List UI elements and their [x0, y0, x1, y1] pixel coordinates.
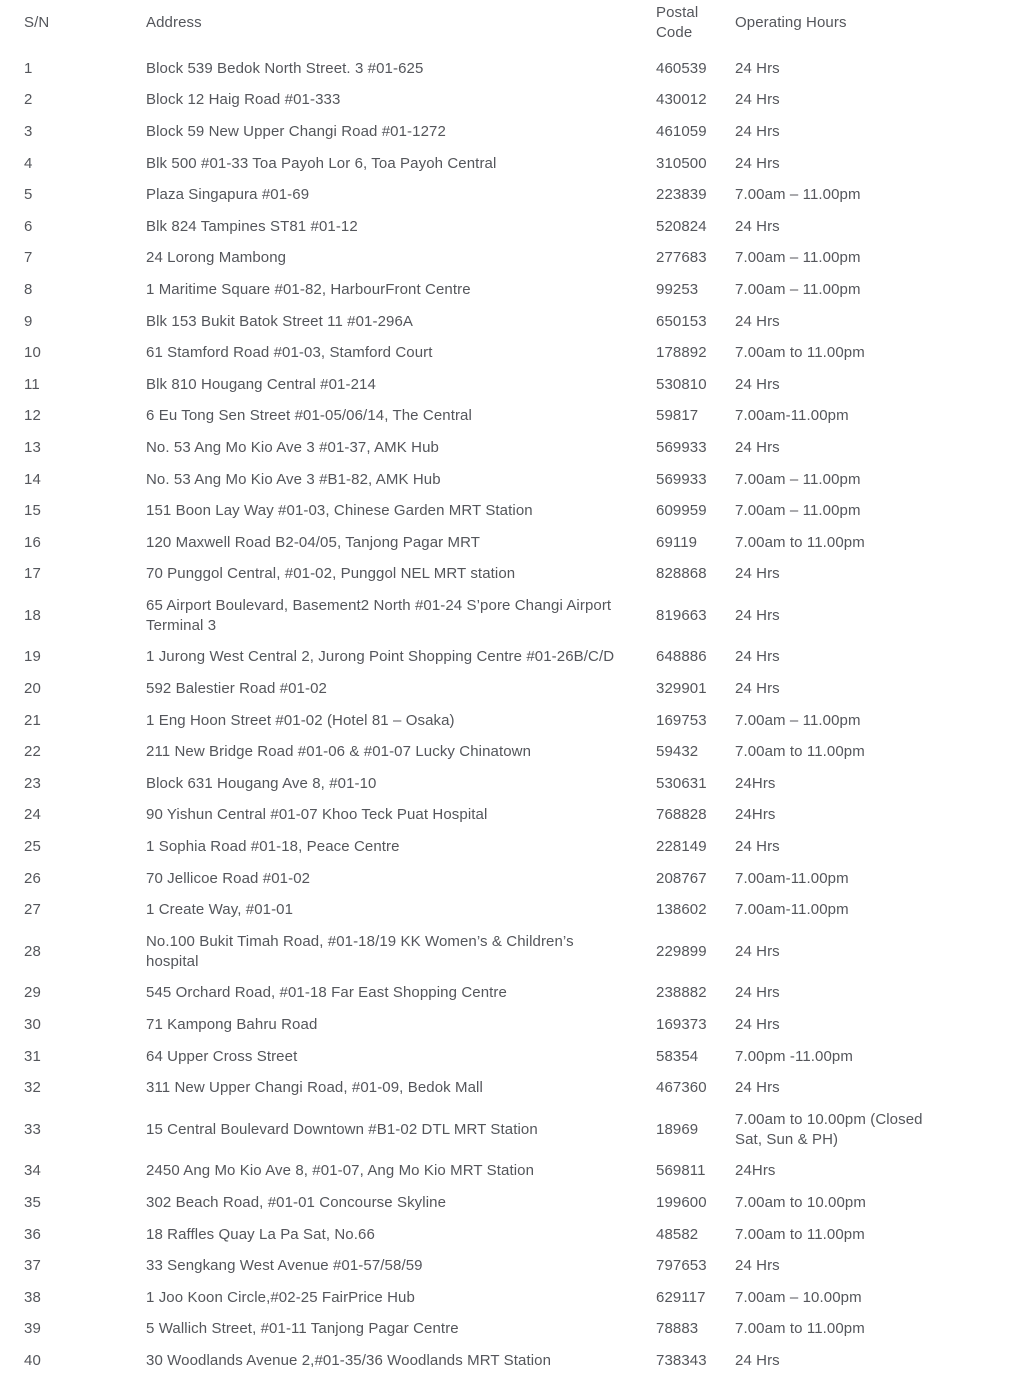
- address-cell: Plaza Singapura #01-69: [146, 186, 310, 204]
- postal-cell: 78883: [656, 1320, 699, 1338]
- postal-cell: 569811: [656, 1162, 706, 1180]
- postal-cell: 169373: [656, 1016, 707, 1034]
- address-cell: 70 Punggol Central, #01-02, Punggol NEL MRT station: [146, 565, 516, 583]
- postal-cell: 530631: [656, 774, 707, 792]
- postal-cell: 48582: [656, 1225, 699, 1243]
- sn-cell: 14: [24, 470, 41, 488]
- column-header-operating-hours: Operating Hours: [735, 14, 847, 31]
- postal-cell: 430012: [656, 91, 707, 109]
- sn-cell: 31: [24, 1047, 41, 1065]
- sn-cell: 32: [24, 1079, 41, 1097]
- postal-cell: 169753: [656, 711, 707, 729]
- hours-cell: 7.00am to 10.00pm (Closed Sat, Sun & PH): [735, 1110, 923, 1148]
- table-row: [0, 1345, 1024, 1377]
- address-cell: 151 Boon Lay Way #01-03, Chinese Garden MRT Station: [146, 502, 533, 520]
- address-cell: 120 Maxwell Road B2-04/05, Tanjong Pagar MRT: [146, 533, 481, 551]
- table-row: [0, 894, 1024, 926]
- table-row: [0, 926, 1024, 978]
- address-cell: 5 Wallich Street, #01-11 Tanjong Pagar Centre: [146, 1320, 459, 1338]
- hours-cell: 7.00am-11.00pm: [735, 869, 849, 887]
- postal-cell: 138602: [656, 901, 707, 919]
- hours-cell: 7.00am – 11.00pm: [735, 249, 861, 267]
- sn-cell: 21: [24, 711, 41, 729]
- column-header-postal-code: Postal Code: [656, 4, 699, 41]
- locations-table-header: [0, 0, 1024, 53]
- hours-cell: 7.00am to 11.00pm: [735, 533, 865, 551]
- table-row: [0, 369, 1024, 401]
- postal-cell: 59432: [656, 743, 699, 761]
- postal-cell: 18969: [656, 1120, 699, 1138]
- address-cell: Block 631 Hougang Ave 8, #01-10: [146, 774, 377, 792]
- table-row: [0, 179, 1024, 211]
- address-cell: No.100 Bukit Timah Road, #01-18/19 KK Women’s & Children’s hospital: [146, 932, 574, 970]
- address-cell: 1 Sophia Road #01-18, Peace Centre: [146, 838, 400, 856]
- address-cell: 64 Upper Cross Street: [146, 1047, 298, 1065]
- address-cell: 1 Joo Koon Circle,#02-25 FairPrice Hub: [146, 1288, 415, 1306]
- table-row: [0, 243, 1024, 275]
- hours-cell: 24 Hrs: [735, 838, 780, 856]
- table-row: [0, 274, 1024, 306]
- postal-cell: 277683: [656, 249, 707, 267]
- table-row: [0, 590, 1024, 642]
- sn-cell: 26: [24, 869, 41, 887]
- table-row: [0, 495, 1024, 527]
- sn-cell: 5: [24, 186, 33, 204]
- sn-cell: 12: [24, 407, 41, 425]
- postal-cell: 460539: [656, 59, 707, 77]
- postal-cell: 530810: [656, 375, 707, 393]
- sn-cell: 23: [24, 774, 41, 792]
- postal-cell: 229899: [656, 942, 707, 960]
- hours-cell: 24 Hrs: [735, 942, 780, 960]
- hours-cell: 24 Hrs: [735, 217, 780, 235]
- column-header-address: Address: [146, 14, 202, 31]
- postal-cell: 99253: [656, 280, 699, 298]
- table-row: [0, 1009, 1024, 1041]
- address-cell: 592 Balestier Road #01-02: [146, 680, 327, 698]
- sn-cell: 2: [24, 91, 33, 109]
- sn-cell: 28: [24, 942, 41, 960]
- address-cell: 211 New Bridge Road #01-06 & #01-07 Lucky Chinatown: [146, 743, 532, 761]
- postal-cell: 768828: [656, 806, 707, 824]
- postal-cell: 520824: [656, 217, 707, 235]
- address-cell: 33 Sengkang West Avenue #01-57/58/59: [146, 1257, 423, 1275]
- address-cell: 24 Lorong Mambong: [146, 249, 287, 267]
- sn-cell: 10: [24, 344, 41, 362]
- address-cell: 311 New Upper Changi Road, #01-09, Bedok Mall: [146, 1079, 483, 1097]
- column-header-sn: S/N: [24, 14, 50, 31]
- address-cell: 71 Kampong Bahru Road: [146, 1016, 318, 1034]
- table-row: [0, 148, 1024, 180]
- sn-cell: 33: [24, 1120, 41, 1138]
- sn-cell: 20: [24, 680, 41, 698]
- table-row: [0, 1250, 1024, 1282]
- table-row: [0, 306, 1024, 338]
- hours-cell: 24 Hrs: [735, 680, 780, 698]
- sn-cell: 35: [24, 1193, 41, 1211]
- hours-cell: 24 Hrs: [735, 1257, 780, 1275]
- sn-cell: 11: [24, 375, 40, 393]
- sn-cell: 9: [24, 312, 33, 330]
- address-cell: 2450 Ang Mo Kio Ave 8, #01-07, Ang Mo Kio MRT Station: [146, 1162, 535, 1180]
- sn-cell: 17: [24, 565, 41, 583]
- hours-cell: 24Hrs: [735, 774, 776, 792]
- hours-cell: 24 Hrs: [735, 565, 780, 583]
- hours-cell: 24 Hrs: [735, 122, 780, 140]
- postal-cell: 569933: [656, 470, 707, 488]
- table-row: [0, 432, 1024, 464]
- postal-cell: 58354: [656, 1047, 699, 1065]
- postal-cell: 819663: [656, 606, 707, 624]
- hours-cell: 24Hrs: [735, 1162, 776, 1180]
- table-row: [0, 1187, 1024, 1219]
- hours-cell: 7.00am – 11.00pm: [735, 470, 861, 488]
- address-cell: Block 539 Bedok North Street. 3 #01-625: [146, 59, 424, 77]
- postal-cell: 228149: [656, 838, 707, 856]
- postal-cell: 629117: [656, 1288, 706, 1306]
- header-row: [0, 0, 1024, 53]
- table-row: [0, 673, 1024, 705]
- sn-cell: 30: [24, 1016, 41, 1034]
- address-cell: No. 53 Ang Mo Kio Ave 3 #01-37, AMK Hub: [146, 438, 439, 456]
- sn-cell: 40: [24, 1351, 41, 1369]
- sn-cell: 3: [24, 122, 33, 140]
- table-row: [0, 1041, 1024, 1073]
- sn-cell: 4: [24, 154, 33, 172]
- hours-cell: 24 Hrs: [735, 606, 780, 624]
- postal-cell: 650153: [656, 312, 707, 330]
- sn-cell: 24: [24, 806, 41, 824]
- sn-cell: 38: [24, 1288, 41, 1306]
- sn-cell: 22: [24, 743, 41, 761]
- address-cell: 18 Raffles Quay La Pa Sat, No.66: [146, 1225, 375, 1243]
- hours-cell: 24 Hrs: [735, 1351, 780, 1369]
- address-cell: 545 Orchard Road, #01-18 Far East Shopping Centre: [146, 984, 507, 1002]
- postal-cell: 329901: [656, 680, 707, 698]
- table-row: [0, 642, 1024, 674]
- postal-cell: 738343: [656, 1351, 707, 1369]
- address-cell: 70 Jellicoe Road #01-02: [146, 869, 311, 887]
- hours-cell: 7.00am-11.00pm: [735, 901, 849, 919]
- address-cell: 1 Jurong West Central 2, Jurong Point Shopping Centre #01-26B/C/D: [146, 648, 615, 666]
- hours-cell: 7.00am-11.00pm: [735, 407, 849, 425]
- postal-cell: 609959: [656, 502, 707, 520]
- hours-cell: 7.00am – 11.00pm: [735, 186, 861, 204]
- address-cell: Blk 153 Bukit Batok Street 11 #01-296A: [146, 312, 414, 330]
- postal-cell: 69119: [656, 533, 698, 551]
- hours-cell: 24 Hrs: [735, 1079, 780, 1097]
- address-cell: 15 Central Boulevard Downtown #B1-02 DTL MRT Station: [146, 1120, 538, 1138]
- postal-cell: 797653: [656, 1257, 707, 1275]
- address-cell: Block 59 New Upper Changi Road #01-1272: [146, 122, 446, 140]
- address-cell: Blk 500 #01-33 Toa Payoh Lor 6, Toa Payoh Central: [146, 154, 497, 172]
- address-cell: 302 Beach Road, #01-01 Concourse Skyline: [146, 1193, 447, 1211]
- sn-cell: 1: [24, 59, 33, 77]
- table-row: [0, 1219, 1024, 1251]
- hours-cell: 7.00am to 11.00pm: [735, 344, 865, 362]
- table-row: [0, 1156, 1024, 1188]
- postal-cell: 208767: [656, 869, 707, 887]
- address-cell: 1 Maritime Square #01-82, HarbourFront Centre: [146, 280, 471, 298]
- table-row: [0, 736, 1024, 768]
- postal-cell: 199600: [656, 1193, 707, 1211]
- postal-cell: 648886: [656, 648, 707, 666]
- hours-cell: 7.00am to 11.00pm: [735, 1320, 865, 1338]
- hours-cell: 7.00am – 10.00pm: [735, 1288, 862, 1306]
- table-row: [0, 831, 1024, 863]
- sn-cell: 25: [24, 838, 41, 856]
- hours-cell: 24 Hrs: [735, 648, 780, 666]
- hours-cell: 24 Hrs: [735, 91, 780, 109]
- hours-cell: 7.00am – 11.00pm: [735, 711, 861, 729]
- postal-cell: 59817: [656, 407, 699, 425]
- locations-table-body: [0, 53, 1024, 1377]
- postal-cell: 461059: [656, 122, 707, 140]
- hours-cell: 24 Hrs: [735, 154, 780, 172]
- sn-cell: 36: [24, 1225, 41, 1243]
- address-cell: 90 Yishun Central #01-07 Khoo Teck Puat Hospital: [146, 806, 488, 824]
- hours-cell: 7.00am – 11.00pm: [735, 280, 861, 298]
- hours-cell: 24 Hrs: [735, 438, 780, 456]
- hours-cell: 24 Hrs: [735, 984, 780, 1002]
- sn-cell: 39: [24, 1320, 41, 1338]
- address-cell: 61 Stamford Road #01-03, Stamford Court: [146, 344, 433, 362]
- table-row: [0, 768, 1024, 800]
- sn-cell: 13: [24, 438, 41, 456]
- table-row: [0, 527, 1024, 559]
- postal-cell: 238882: [656, 984, 707, 1002]
- hours-cell: 7.00pm -11.00pm: [735, 1047, 853, 1065]
- address-cell: 1 Create Way, #01-01: [146, 901, 294, 919]
- sn-cell: 37: [24, 1257, 41, 1275]
- table-row: [0, 1072, 1024, 1104]
- table-row: [0, 85, 1024, 117]
- table-row: [0, 559, 1024, 591]
- postal-cell: 223839: [656, 186, 707, 204]
- table-row: [0, 800, 1024, 832]
- table-row: [0, 705, 1024, 737]
- postal-cell: 178892: [656, 344, 707, 362]
- table-row: [0, 401, 1024, 433]
- table-row: [0, 53, 1024, 85]
- hours-cell: 7.00am to 10.00pm: [735, 1193, 866, 1211]
- address-cell: 65 Airport Boulevard, Basement2 North #01-24 S’pore Changi Airport Terminal 3: [146, 596, 612, 634]
- sn-cell: 19: [24, 648, 41, 666]
- hours-cell: 7.00am to 11.00pm: [735, 1225, 865, 1243]
- postal-cell: 310500: [656, 154, 707, 172]
- address-cell: 1 Eng Hoon Street #01-02 (Hotel 81 – Osaka): [146, 711, 455, 729]
- hours-cell: 7.00am to 11.00pm: [735, 743, 865, 761]
- address-cell: 6 Eu Tong Sen Street #01-05/06/14, The Central: [146, 407, 472, 425]
- table-row: [0, 464, 1024, 496]
- address-cell: 30 Woodlands Avenue 2,#01-35/36 Woodlands MRT Station: [146, 1351, 552, 1369]
- hours-cell: 24 Hrs: [735, 1016, 780, 1034]
- table-row: [0, 863, 1024, 895]
- postal-cell: 828868: [656, 565, 707, 583]
- table-row: [0, 1282, 1024, 1314]
- hours-cell: 7.00am – 11.00pm: [735, 502, 861, 520]
- hours-cell: 24 Hrs: [735, 375, 780, 393]
- table-row: [0, 116, 1024, 148]
- address-cell: Block 12 Haig Road #01-333: [146, 91, 341, 109]
- table-row: [0, 337, 1024, 369]
- sn-cell: 8: [24, 280, 33, 298]
- hours-cell: 24Hrs: [735, 806, 776, 824]
- table-row: [0, 1314, 1024, 1346]
- hours-cell: 24 Hrs: [735, 312, 780, 330]
- table-row: [0, 1104, 1024, 1156]
- sn-cell: 27: [24, 901, 41, 919]
- address-cell: No. 53 Ang Mo Kio Ave 3 #B1-82, AMK Hub: [146, 470, 441, 488]
- sn-cell: 18: [24, 606, 41, 624]
- hours-cell: 24 Hrs: [735, 59, 780, 77]
- postal-cell: 467360: [656, 1079, 707, 1097]
- sn-cell: 29: [24, 984, 41, 1002]
- sn-cell: 7: [24, 249, 33, 267]
- sn-cell: 6: [24, 217, 33, 235]
- sn-cell: 16: [24, 533, 41, 551]
- postal-cell: 569933: [656, 438, 707, 456]
- table-row: [0, 211, 1024, 243]
- address-cell: Blk 824 Tampines ST81 #01-12: [146, 217, 358, 235]
- address-cell: Blk 810 Hougang Central #01-214: [146, 375, 376, 393]
- sn-cell: 15: [24, 502, 41, 520]
- sn-cell: 34: [24, 1162, 41, 1180]
- table-row: [0, 978, 1024, 1010]
